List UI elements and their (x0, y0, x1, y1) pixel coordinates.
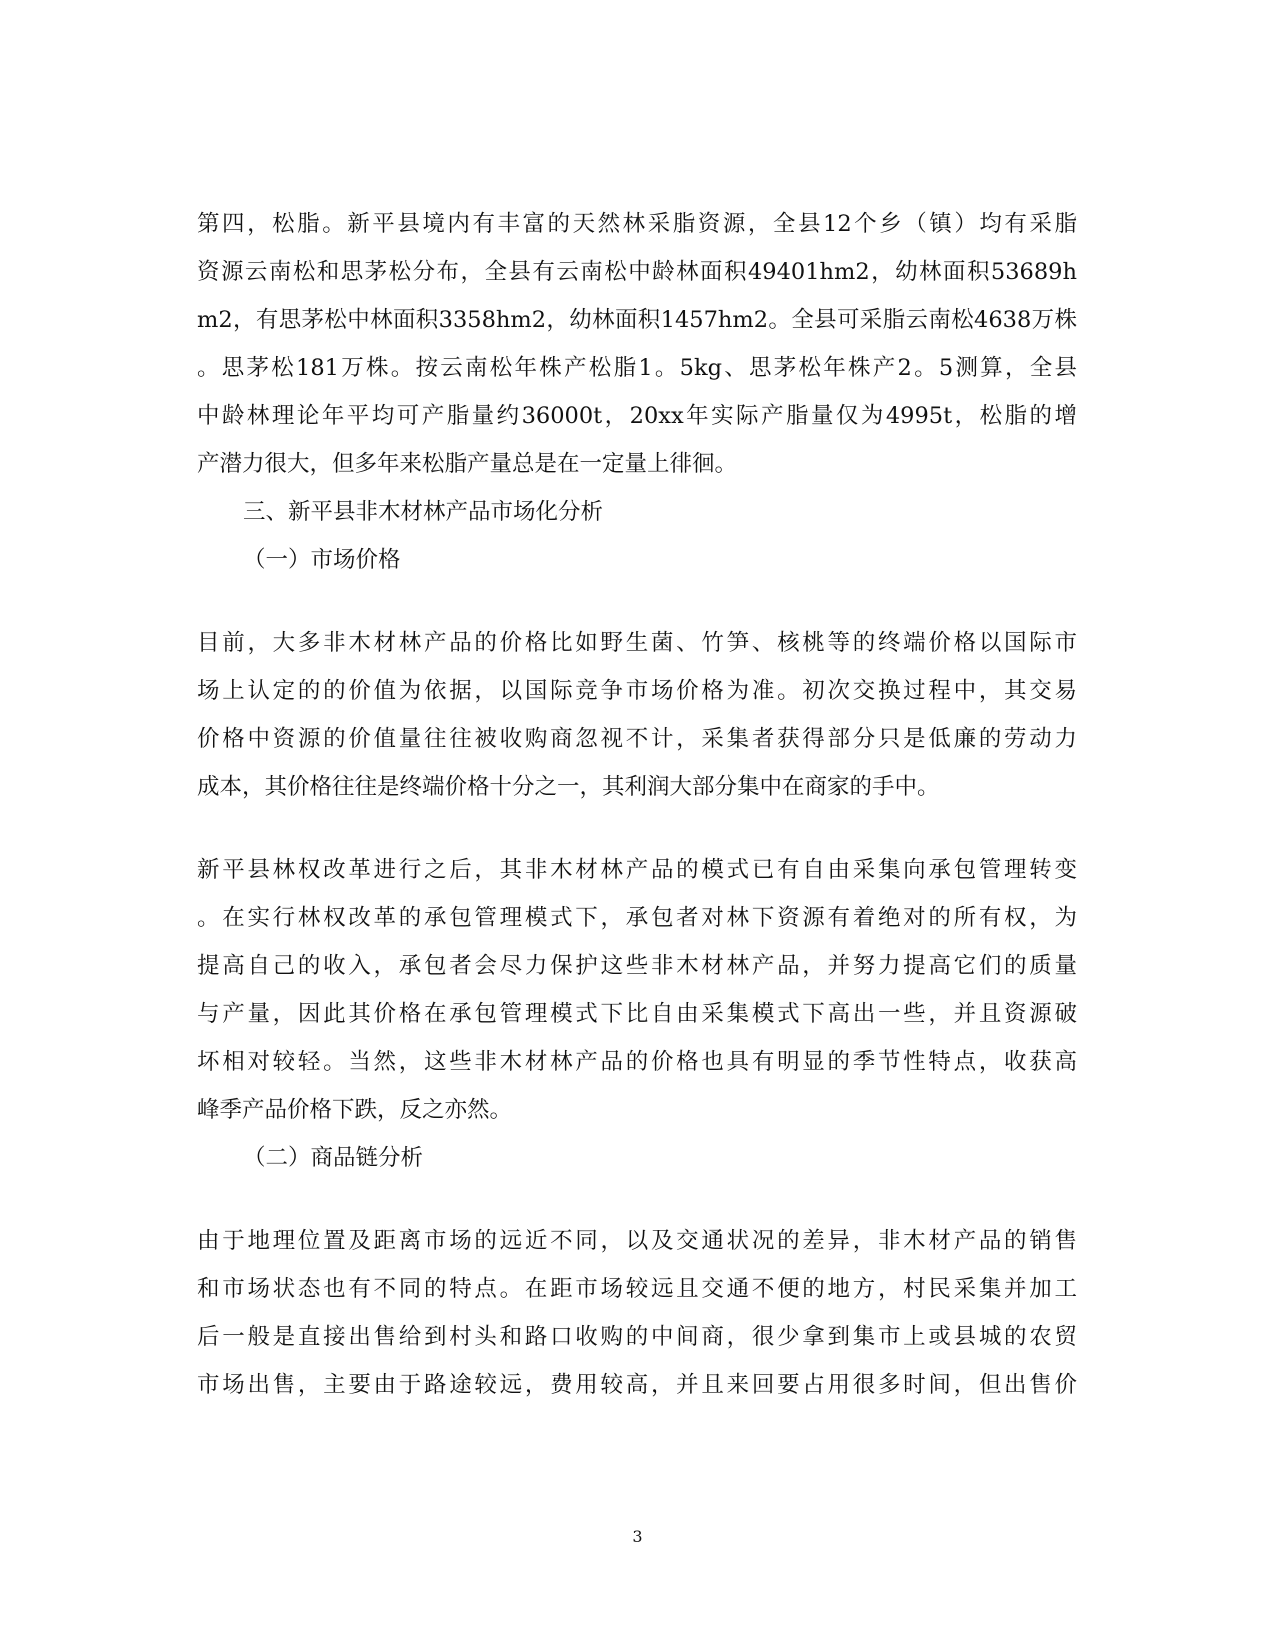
page-number: 3 (632, 1527, 643, 1546)
text-line: 峰季产品价格下跌，反之亦然。 (197, 1097, 513, 1123)
text-line: 市场出售，主要由于路途较远，费用较高，并且来回要占用很多时间，但出售价 (197, 1372, 1077, 1398)
subsection-heading-commodity-chain: （二）商品链分析 (243, 1145, 424, 1171)
text-line: 提高自己的收入，承包者会尽力保护这些非木材林产品，并努力提高它们的质量 (197, 953, 1077, 979)
text-line: 由于地理位置及距离市场的远近不同，以及交通状况的差异，非木材产品的销售 (197, 1228, 1077, 1254)
text-line: 。思茅松181万株。按云南松年株产松脂1。5kg、思茅松年株产2。5测算，全县 (197, 355, 1077, 381)
subsection-heading-market-price: （一）市场价格 (243, 547, 401, 573)
text-line: 中龄林理论年平均可产脂量约36000t，20xx年实际产脂量仅为4995t，松脂的增 (197, 403, 1077, 429)
text-line: 和市场状态也有不同的特点。在距市场较远且交通不便的地方，村民采集并加工 (197, 1276, 1077, 1302)
text-line: m2，有思茅松中林面积3358hm2，幼林面积1457hm2。全县可采脂云南松4638万株 (197, 307, 1077, 333)
text-line: 产潜力很大，但多年来松脂产量总是在一定量上徘徊。 (197, 451, 738, 477)
text-line: 场上认定的的价值为依据，以国际竞争市场价格为准。初次交换过程中，其交易 (197, 678, 1077, 704)
text-line: 。在实行林权改革的承包管理模式下，承包者对林下资源有着绝对的所有权，为 (197, 905, 1077, 931)
text-line: 后一般是直接出售给到村头和路口收购的中间商，很少拿到集市上或县城的农贸 (197, 1324, 1077, 1350)
text-line: 与产量，因此其价格在承包管理模式下比自由采集模式下高出一些，并且资源破 (197, 1001, 1077, 1027)
text-line: 价格中资源的价值量往往被收购商忽视不计，采集者获得部分只是低廉的劳动力 (197, 726, 1077, 752)
text-line: 坏相对较轻。当然，这些非木材林产品的价格也具有明显的季节性特点，收获高 (197, 1049, 1077, 1075)
text-line: 目前，大多非木材林产品的价格比如野生菌、竹笋、核桃等的终端价格以国际市 (197, 630, 1077, 656)
text-line: 成本，其价格往往是终端价格十分之一，其利润大部分集中在商家的手中。 (197, 774, 940, 800)
text-line: 资源云南松和思茅松分布，全县有云南松中龄林面积49401hm2，幼林面积53689h (197, 259, 1077, 285)
section-heading: 三、新平县非木材林产品市场化分析 (243, 499, 604, 525)
text-line: 新平县林权改革进行之后，其非木材林产品的模式已有自由采集向承包管理转变 (197, 857, 1077, 883)
text-line: 第四，松脂。新平县境内有丰富的天然林采脂资源，全县12个乡（镇）均有采脂 (197, 211, 1077, 237)
